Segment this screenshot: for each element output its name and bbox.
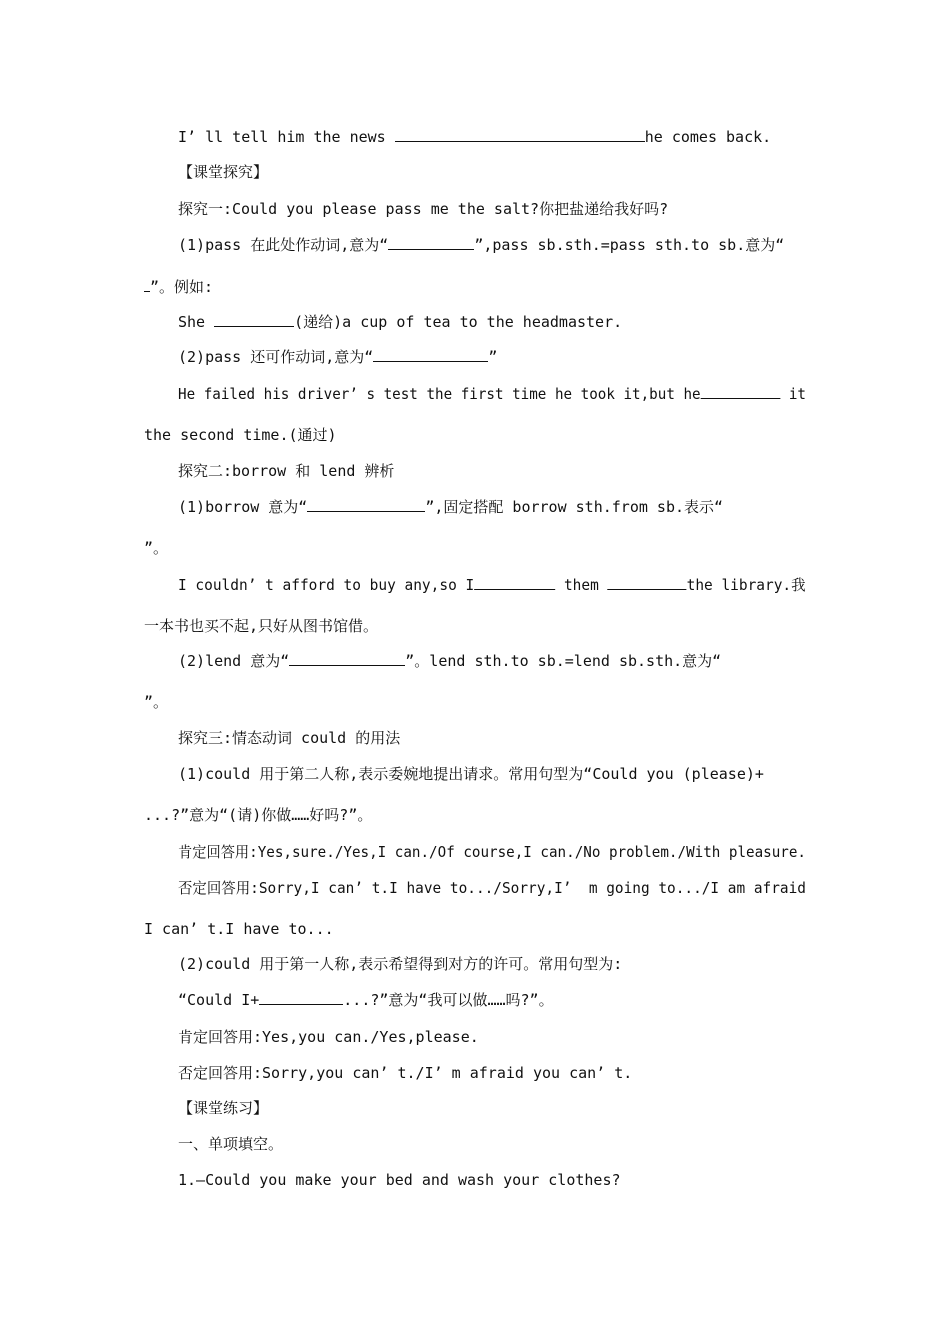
text: it bbox=[780, 385, 806, 403]
text: ”,固定搭配 borrow sth.from sb.表示“ bbox=[425, 498, 724, 516]
example-driver-cont: the second time.(通过) bbox=[144, 426, 337, 444]
section-heading-practice: 【课堂练习】 bbox=[178, 1099, 269, 1117]
text: the library.我 bbox=[686, 576, 806, 594]
could-second-person: (1)could 用于第二人称,表示委婉地提出请求。常用句型为“Could you (please)+ bbox=[178, 765, 764, 783]
text: (1)pass 在此处作动词,意为“ bbox=[178, 236, 389, 254]
blank bbox=[395, 127, 645, 142]
could-first-person: (2)could 用于第一人称,表示希望得到对方的许可。常用句型为: bbox=[178, 955, 623, 973]
text: he comes back. bbox=[644, 128, 772, 146]
question-1: 1.—Could you make your bed and wash your clothes? bbox=[178, 1171, 621, 1189]
text: She bbox=[178, 313, 215, 331]
text: (递给)a cup of tea to the headmaster. bbox=[294, 313, 623, 331]
line-news bbox=[178, 127, 771, 147]
inquiry-1-title: 探究一:Could you please pass me the salt?你把盐递给我好吗? bbox=[178, 200, 669, 218]
positive-answers-1: 肯定回答用:Yes,sure./Yes,I can./Of course,I can./No problem./With pleasure. bbox=[178, 843, 807, 861]
exercise-heading: 一、单项填空。 bbox=[178, 1135, 284, 1153]
blank bbox=[373, 347, 488, 362]
blank bbox=[289, 651, 405, 666]
blank bbox=[307, 497, 425, 512]
pass-meaning-cont bbox=[144, 277, 213, 297]
positive-answers-2: 肯定回答用:Yes,you can./Yes,please. bbox=[178, 1028, 479, 1046]
text: I’ ll tell him the news bbox=[178, 128, 395, 146]
blank bbox=[701, 384, 781, 399]
example-she bbox=[178, 312, 622, 332]
inquiry-3-title: 探究三:情态动词 could 的用法 bbox=[178, 729, 401, 747]
blank bbox=[214, 312, 294, 327]
blank bbox=[388, 235, 474, 250]
could-i-pattern bbox=[178, 990, 554, 1010]
text: I couldn’ t afford to buy any,so I bbox=[178, 576, 475, 594]
text: them bbox=[555, 576, 608, 594]
negative-answers-1: 否定回答用:Sorry,I can’ t.I have to.../Sorry,I’ m going to.../I am afraid bbox=[178, 879, 806, 897]
text: (1)borrow 意为“ bbox=[178, 498, 308, 516]
lend-line bbox=[178, 651, 721, 671]
blank bbox=[608, 575, 687, 590]
text: ”。例如: bbox=[150, 278, 214, 296]
text: (2)pass 还可作动词,意为“ bbox=[178, 348, 374, 366]
pass-meaning-line bbox=[178, 235, 784, 255]
text: ” bbox=[488, 348, 498, 366]
blank bbox=[259, 990, 343, 1005]
example-library bbox=[178, 575, 806, 595]
could-second-person-cont: ...?”意为“(请)你做……好吗?”。 bbox=[144, 806, 373, 824]
borrow-line-cont: ”。 bbox=[144, 539, 169, 557]
text: ”,pass sb.sth.=pass sth.to sb.意为“ bbox=[474, 236, 785, 254]
text: ...?”意为“我可以做……吗?”。 bbox=[343, 991, 554, 1009]
section-heading-inquiry: 【课堂探究】 bbox=[178, 163, 269, 181]
text: He failed his driver’ s test the first time he took it,but he bbox=[178, 385, 701, 403]
text: ”。lend sth.to sb.=lend sb.sth.意为“ bbox=[405, 652, 722, 670]
example-driver bbox=[178, 384, 806, 404]
inquiry-2-title: 探究二:borrow 和 lend 辨析 bbox=[178, 462, 395, 480]
example-library-cont: 一本书也买不起,只好从图书馆借。 bbox=[144, 617, 379, 635]
text: “Could I+ bbox=[178, 991, 260, 1009]
lend-line-cont: ”。 bbox=[144, 693, 169, 711]
pass-verb-line bbox=[178, 347, 497, 367]
blank bbox=[474, 575, 555, 590]
negative-answers-2: 否定回答用:Sorry,you can’ t./I’ m afraid you can’ t. bbox=[178, 1064, 633, 1082]
text: (2)lend 意为“ bbox=[178, 652, 290, 670]
negative-answers-1-cont: I can’ t.I have to... bbox=[144, 920, 334, 938]
borrow-line bbox=[178, 497, 723, 517]
